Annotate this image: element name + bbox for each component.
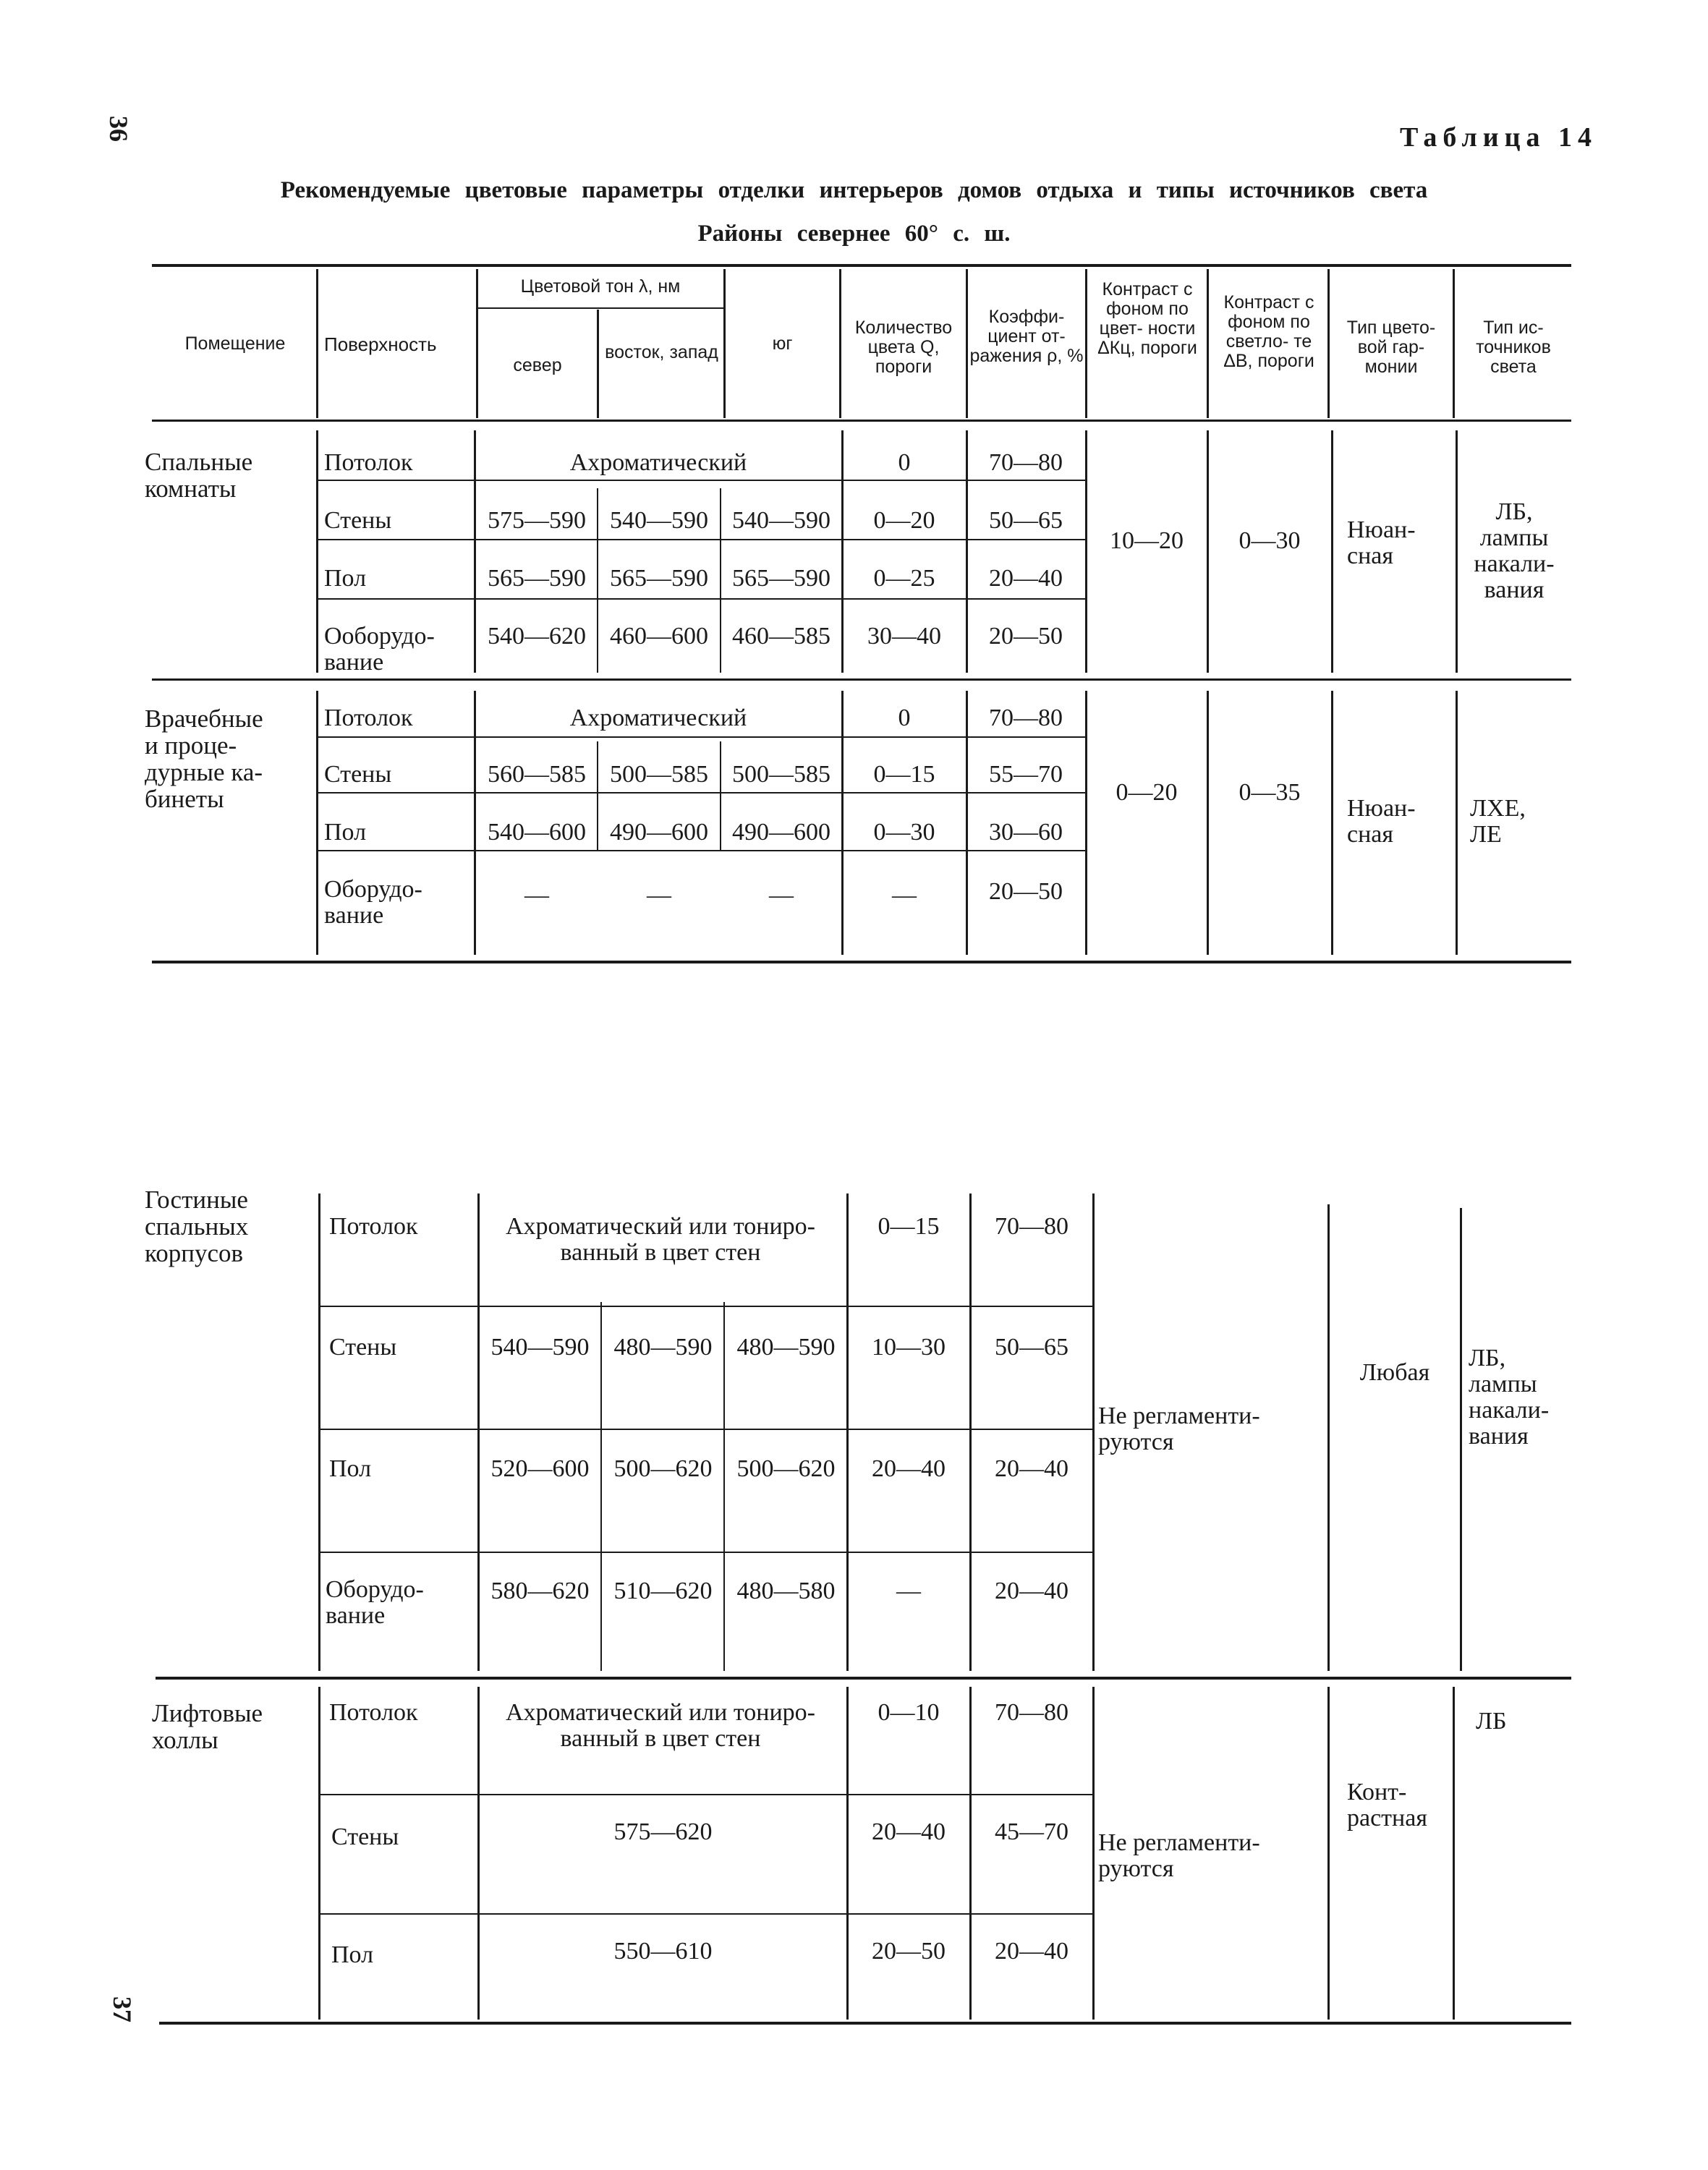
- table-final-rule: [159, 2022, 1571, 2025]
- reflection-cell: 50—65: [995, 1334, 1068, 1361]
- header-reflection: Коэффи- циент от- ражения ρ, %: [969, 307, 1084, 366]
- col-sep: [318, 1687, 320, 2020]
- quantity-cell: 20—40: [872, 1455, 946, 1482]
- contrast-merged-cell: Не регламенти- руются: [1098, 1829, 1260, 1882]
- col-sep: [477, 1194, 480, 1671]
- table-title: Рекомендуемые цветовые параметры отделки интерьеров домов отдыха и типы источников света: [280, 177, 1428, 203]
- room-label: Лифтовые холлы: [152, 1699, 263, 1754]
- contrast-light-cell: 0—35: [1238, 779, 1301, 806]
- col-sep: [597, 488, 598, 673]
- quantity-cell: 0—20: [873, 507, 935, 534]
- hdr-sep: [1207, 269, 1209, 418]
- row-sep: [318, 539, 1085, 540]
- reflection-cell: 20—50: [989, 878, 1063, 905]
- col-sep: [846, 1194, 849, 1671]
- quantity-cell: 0: [898, 449, 911, 476]
- header-contrast-hue: Контраст с фоном по цвет- ности ΔКц, пороги: [1097, 279, 1197, 358]
- hdr-sep: [597, 310, 599, 418]
- north-cell: 520—600: [490, 1455, 590, 1482]
- surface-cell: Потолок: [324, 449, 413, 476]
- east-west-cell: 490—600: [610, 819, 708, 846]
- hdr-sep: [476, 269, 478, 418]
- row-sep: [320, 1913, 1092, 1915]
- north-cell: 560—585: [488, 761, 586, 788]
- north-cell: 565—590: [488, 565, 586, 592]
- contrast-hue-cell: 0—20: [1116, 779, 1178, 806]
- col-sep: [720, 488, 721, 673]
- east-west-cell: 510—620: [613, 1578, 713, 1604]
- quantity-cell: 0—15: [873, 761, 935, 788]
- quantity-cell: 0—10: [878, 1699, 940, 1726]
- surface-cell: Пол: [331, 1941, 374, 1968]
- hue-merged-cell: 550—610: [613, 1938, 713, 1965]
- hdr-sep: [1085, 269, 1087, 418]
- header-east-west: восток, запад: [605, 342, 718, 362]
- hdr-sep: [1453, 269, 1455, 418]
- col-sep: [1327, 1204, 1330, 1671]
- surface-cell: Потолок: [329, 1213, 418, 1240]
- surface-cell: Потолок: [329, 1699, 418, 1726]
- header-surface: Поверхность: [324, 333, 437, 355]
- row-sep: [320, 1794, 1092, 1795]
- east-west-cell: 540—590: [610, 507, 708, 534]
- surface-cell: Стены: [329, 1334, 397, 1361]
- header-south: юг: [772, 333, 793, 354]
- hue-merged-cell: Ахроматический: [569, 705, 747, 731]
- harmony-cell: Любая: [1359, 1359, 1430, 1386]
- reflection-cell: 70—80: [989, 705, 1063, 731]
- east-west-cell: 460—600: [610, 623, 708, 650]
- south-cell: 480—590: [736, 1334, 836, 1361]
- col-sep: [1331, 691, 1333, 955]
- row-sep: [318, 850, 1085, 851]
- header-hue-group: Цветовой тон λ, нм: [520, 276, 681, 297]
- row-sep: [320, 1552, 1092, 1553]
- reflection-cell: 20—40: [995, 1938, 1068, 1965]
- north-cell: 540—620: [488, 623, 586, 650]
- east-west-cell: 480—590: [613, 1334, 713, 1361]
- col-sep: [316, 430, 318, 673]
- south-cell: 500—620: [736, 1455, 836, 1482]
- col-sep: [597, 741, 598, 850]
- col-sep: [474, 691, 476, 955]
- table-top-rule: [152, 264, 1571, 267]
- quantity-cell: 0—15: [878, 1213, 940, 1240]
- harmony-cell: Конт- растная: [1347, 1779, 1427, 1831]
- reflection-cell: 20—50: [989, 623, 1063, 650]
- surface-cell: Оборудо- вание: [326, 1576, 424, 1629]
- hue-merged-cell: Ахроматический: [569, 449, 747, 476]
- harmony-cell: Нюан- сная: [1347, 516, 1416, 569]
- south-cell: —: [769, 882, 794, 909]
- south-cell: 500—585: [732, 761, 830, 788]
- section-rule: [152, 678, 1571, 681]
- contrast-hue-cell: 10—20: [1110, 527, 1184, 554]
- col-sep: [600, 1302, 602, 1671]
- col-sep: [316, 691, 318, 955]
- hue-merged-cell: 575—620: [613, 1818, 713, 1845]
- surface-cell: Пол: [324, 565, 367, 592]
- quantity-cell: 20—40: [872, 1818, 946, 1845]
- south-cell: 565—590: [732, 565, 830, 592]
- col-sep: [318, 1194, 320, 1671]
- east-west-cell: —: [647, 882, 671, 909]
- quantity-cell: 0—25: [873, 565, 935, 592]
- surface-cell: Стены: [324, 761, 392, 788]
- row-sep: [318, 480, 1085, 481]
- surface-cell: Пол: [329, 1455, 372, 1482]
- header-harmony: Тип цвето- вой гар- монии: [1346, 318, 1436, 377]
- col-sep: [1207, 691, 1209, 955]
- hue-merged-cell: Ахроматический или тониро- ванный в цвет стен: [506, 1213, 815, 1266]
- col-sep: [1092, 1687, 1095, 2020]
- col-sep: [1092, 1194, 1095, 1671]
- row-sep: [318, 792, 1085, 793]
- south-cell: 460—585: [732, 623, 830, 650]
- hue-merged-cell: Ахроматический или тониро- ванный в цвет стен: [506, 1699, 815, 1752]
- light-source-cell: ЛБ: [1476, 1708, 1507, 1735]
- col-sep: [846, 1687, 849, 2020]
- reflection-cell: 70—80: [989, 449, 1063, 476]
- reflection-cell: 55—70: [989, 761, 1063, 788]
- row-sep: [318, 598, 1085, 600]
- header-light-source: Тип ис- точников света: [1476, 318, 1551, 377]
- col-sep: [1453, 1687, 1455, 2020]
- reflection-cell: 30—60: [989, 819, 1063, 846]
- reflection-cell: 50—65: [989, 507, 1063, 534]
- hdr-sep: [839, 269, 841, 418]
- reflection-cell: 70—80: [995, 1213, 1068, 1240]
- col-sep: [720, 741, 721, 850]
- room-label: Гостиные спальных корпусов: [145, 1186, 249, 1267]
- south-cell: 540—590: [732, 507, 830, 534]
- quantity-cell: 10—30: [872, 1334, 946, 1361]
- north-cell: 540—600: [488, 819, 586, 846]
- quantity-cell: 30—40: [867, 623, 941, 650]
- south-cell: 490—600: [732, 819, 830, 846]
- col-sep: [474, 430, 476, 673]
- hdr-sep: [1327, 269, 1330, 418]
- light-source-cell: ЛБ, лампы накали- вания: [1469, 1345, 1550, 1450]
- table-bottom-rule: [152, 961, 1571, 963]
- col-sep: [1460, 1208, 1462, 1671]
- col-sep: [969, 1194, 972, 1671]
- reflection-cell: 70—80: [995, 1699, 1068, 1726]
- page-number-bottom: 37: [108, 1996, 137, 2022]
- col-sep: [1456, 430, 1458, 673]
- hdr-sep: [723, 269, 726, 418]
- surface-cell: Пол: [324, 819, 367, 846]
- surface-cell: Потолок: [324, 705, 413, 731]
- reflection-cell: 20—40: [995, 1578, 1068, 1604]
- col-sep: [1331, 430, 1333, 673]
- surface-cell: Оборудо- вание: [324, 876, 422, 929]
- hdr-sep: [316, 269, 318, 418]
- col-sep: [1327, 1687, 1330, 2020]
- surface-cell: Стены: [331, 1824, 399, 1850]
- col-sep: [969, 1687, 972, 2020]
- quantity-cell: —: [892, 882, 917, 909]
- header-contrast-light: Контраст с фоном по светло- те ΔB, пороги: [1223, 292, 1314, 371]
- surface-cell: Ооборудо- вание: [324, 623, 435, 676]
- header-bottom-rule: [152, 420, 1571, 422]
- header-quantity: Количество цвета Q, пороги: [854, 318, 953, 377]
- header-north: север: [513, 355, 562, 375]
- row-sep: [318, 736, 1085, 738]
- east-west-cell: 565—590: [610, 565, 708, 592]
- row-sep: [320, 1429, 1092, 1430]
- room-label: Врачебные и проце- дурные ка- бинеты: [145, 705, 263, 813]
- quantity-cell: 20—50: [872, 1938, 946, 1965]
- quantity-cell: 0—30: [873, 819, 935, 846]
- col-sep: [477, 1687, 480, 2020]
- table-label: Таблица 14: [1400, 122, 1598, 153]
- reflection-cell: 20—40: [989, 565, 1063, 592]
- north-cell: 580—620: [490, 1578, 590, 1604]
- quantity-cell: 0: [898, 705, 911, 731]
- header-room: Помещение: [184, 333, 286, 354]
- hdr-sep: [966, 269, 968, 418]
- surface-cell: Стены: [324, 507, 392, 534]
- room-label: Спальные комнаты: [145, 448, 253, 503]
- light-source-cell: ЛБ, лампы накали- вания: [1474, 498, 1555, 603]
- table-subtitle: Районы севернее 60° с. ш.: [697, 221, 1011, 247]
- section-rule: [156, 1677, 1571, 1680]
- hue-group-rule: [477, 307, 723, 309]
- col-sep: [1207, 430, 1209, 673]
- contrast-light-cell: 0—30: [1238, 527, 1301, 554]
- reflection-cell: 20—40: [995, 1455, 1068, 1482]
- harmony-cell: Нюан- сная: [1347, 795, 1416, 848]
- col-sep: [1456, 691, 1458, 955]
- col-sep: [723, 1302, 725, 1671]
- quantity-cell: —: [896, 1578, 921, 1604]
- east-west-cell: 500—585: [610, 761, 708, 788]
- north-cell: —: [524, 882, 549, 909]
- south-cell: 480—580: [736, 1578, 836, 1604]
- reflection-cell: 45—70: [995, 1818, 1068, 1845]
- north-cell: 540—590: [490, 1334, 590, 1361]
- north-cell: 575—590: [488, 507, 586, 534]
- east-west-cell: 500—620: [613, 1455, 713, 1482]
- contrast-merged-cell: Не регламенти- руются: [1098, 1403, 1260, 1455]
- page-number-top: 36: [104, 116, 133, 142]
- light-source-cell: ЛХЕ, ЛЕ: [1470, 795, 1526, 848]
- row-sep: [320, 1306, 1092, 1307]
- col-sep: [1085, 430, 1087, 673]
- col-sep: [1085, 691, 1087, 955]
